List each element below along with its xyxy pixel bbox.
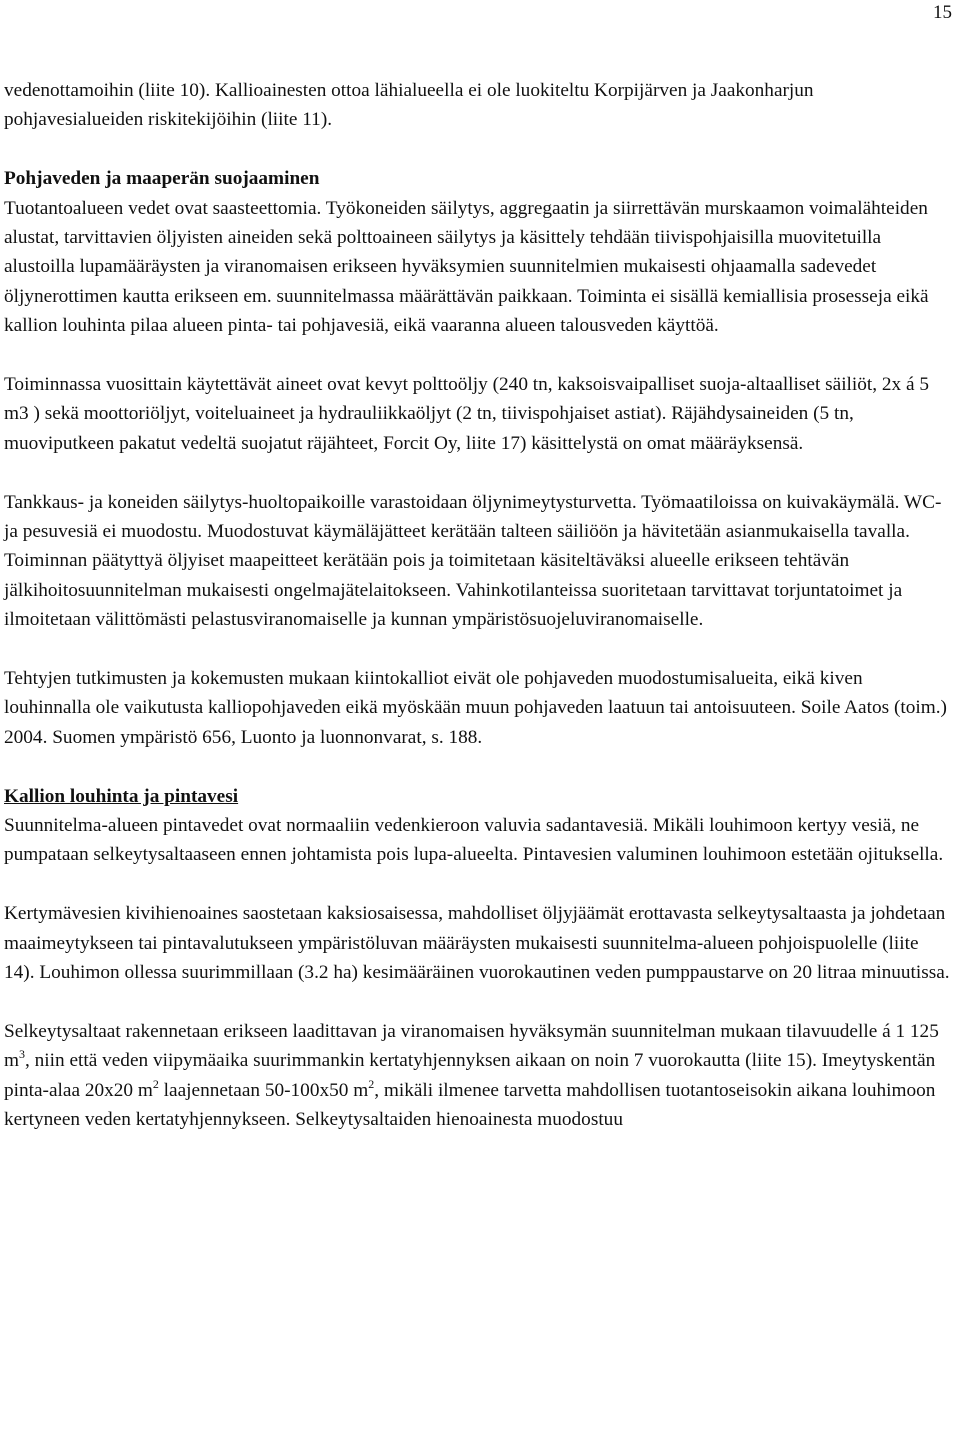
section-groundwater — [4, 164, 952, 340]
section-surface-water — [4, 782, 952, 870]
section-body-surface-water: Suunnitelma-alueen pintavedet ovat normaaliin vedenkieroon valuvia sadantavesiä. Mikäli louhimoon kertyy vesiä, ne pumpataan selkeytysaltaaseen ennen johtamista pois lupa-alueelta. Pintavesien valuminen louhimoon estetään ojituksella. — [4, 815, 944, 866]
superscript-square-1: 2 — [152, 1076, 159, 1091]
settling-text-1: Selkeytysaltaat rakennetaan erikseen laadittavan ja viranomaisen hyväksymän suunnitelman mukaan tilavuudelle á 1 125 m — [4, 1020, 939, 1072]
superscript-cubic: 3 — [19, 1047, 25, 1062]
document-body — [4, 76, 952, 1135]
section-body-groundwater: Tuotantoalueen vedet ovat saasteettomia. Työkoneiden säilytys, aggregaatin ja siirrettävän murskaamon voimalähteiden alustat, tarvittavien öljyisten aineiden sekä polttoaineen säilytys ja käsittely tehdään tiivispohjaisilla muovitetuilla alustoilla lupamääräysten ja viranomaisen erikseen hyväksymien suunnitelmien mukaisesti ohjaamalla sadevedet öljynerottimen kautta erikseen em. suunnitelmassa määrättävän paikkaan. Toiminta ei sisällä kemiallisia prosesseja eikä kallion louhinta pilaa alueen pinta- tai pohjavesiä, eikä vaaranna alueen talousveden käyttöä. — [4, 197, 929, 337]
settling-text-2: , niin että veden viipymäaika suurimmankin kertatyhjennyksen aikaan on noin 7 vuorokautta (liite 15). Imeytyskentän pinta-alaa 20x20 m — [4, 1050, 936, 1101]
superscript-square-2: 2 — [368, 1076, 375, 1091]
section-heading-groundwater: Pohjaveden ja maaperän suojaaminen — [4, 168, 320, 190]
paragraph-intro: vedenottamoihin (liite 10). Kallioainesten ottoa lähialueella ei ole luokiteltu Korpijärven ja Jaakonharjun pohjavesialueiden riskitekijöihin (liite 11). — [4, 80, 814, 131]
paragraph-research: Tehtyjen tutkimusten ja kokemusten mukaan kiintokalliot eivät ole pohjaveden muodostumisalueita, eikä kiven louhinnalla ole vaikutusta kalliopohjaveden eikä myöskään muun pohjaveden laatuun tai antoisuuteen. Soile Aatos (toim.) 2004. Suomen ympäristö 656, Luonto ja luonnonvarat, s. 188. — [4, 668, 947, 748]
settling-text-4: , mikäli ilmenee tarvetta mahdollisen tuotantoseisokin aikana louhimoon kertyneen veden kertatyhjennykseen. Selkeytysaltaiden hienoainesta muodostuu — [4, 1079, 936, 1131]
section-heading-surface-water: Kallion louhinta ja pintavesi — [4, 785, 239, 807]
page-number: 15 — [933, 2, 952, 23]
paragraph-sediment: Kertymävesien kivihienoaines saostetaan kaksiosaisessa, mahdolliset öljyjäämät erottavasta selkeytysaltaasta ja johdetaan maaimeytykseen tai pintavalutukseen ympäristöluvan määräysten mukaisesti suunnitelma-alueen pohjoispuolelle (liite 14). Louhimon ollessa suurimmillaan (3.2 ha) kesimääräinen vuorokautinen veden pumppaustarve on 20 litraa minuutissa. — [4, 903, 950, 984]
paragraph-substances: Toiminnassa vuosittain käytettävät aineet ovat kevyt polttoöljy (240 tn, kaksoisvaipalliset suoja-altaalliset säiliöt, 2x á 5 m3 ) sekä moottoriöljyt, voiteluaineet ja hydrauliikkaöljyt (2 tn, tiivispohjaiset astiat). Räjähdysaineiden (5 tn, muoviputkeen pakatut vedeltä suojatut räjähteet, Forcit Oy, liite 17) käsittelystä on omat määräyksensä. — [4, 374, 930, 454]
paragraph-settling-basins — [4, 1017, 952, 1135]
settling-text-3: laajennetaan 50-100x50 m — [158, 1079, 369, 1101]
paragraph-refuelling: Tankkaus- ja koneiden säilytys-huoltopaikoille varastoidaan öljynimeytysturvetta. Työmaatiloissa on kuivakäymälä. WC- ja pesuvesiä ei muodostu. Muodostuvat käymäläjätteet kerätään talteen säiliöön ja hävitetään asianmukaisella tavalla. Toiminnan päätyttyä öljyiset maapeitteet kerätään pois ja toimitetaan käsiteltäväksi alueelle erikseen tehtävän jälkihoitosuunnitelman mukaisesti ongelmajätelaitokseen. Vahinkotilanteissa suoritetaan tarvittavat torjuntatoimet ja ilmoitetaan välittömästi pelastusviranomaiselle ja kunnan ympäristösuojeluviranomaiselle. — [4, 491, 942, 631]
